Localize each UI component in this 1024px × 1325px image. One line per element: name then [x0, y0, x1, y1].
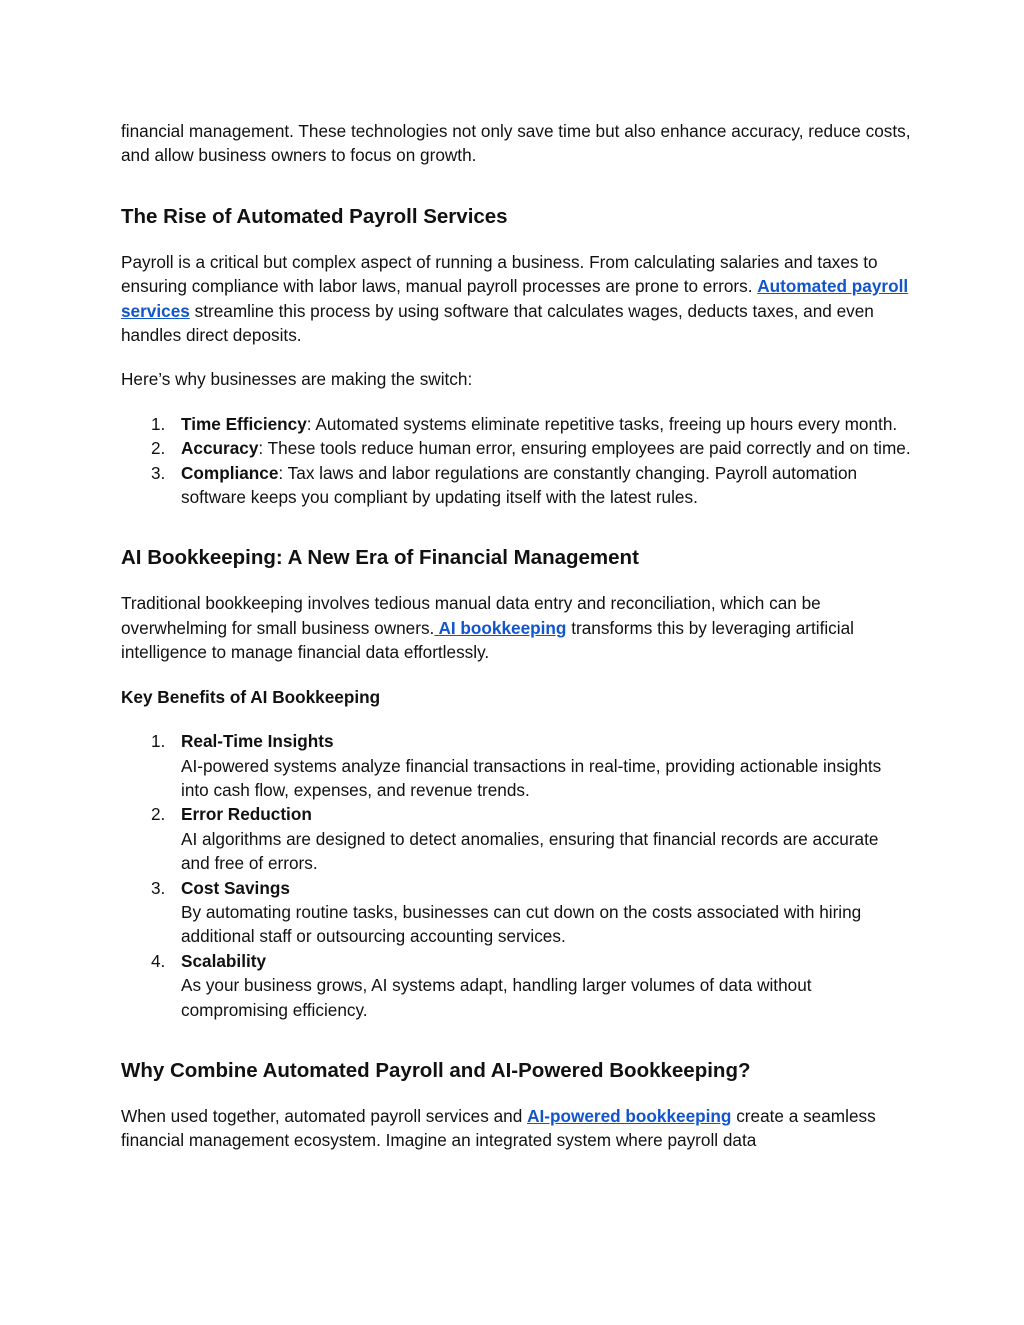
list-term: Real-Time Insights	[181, 731, 334, 752]
payroll-benefits-list	[121, 412, 911, 510]
bookkeeping-text-after: transforms this by leveraging artificial intelligence to manage financial data effortlessly.	[121, 617, 854, 663]
list-text: As your business grows, AI systems adapt, handling larger volumes of data without compromising efficiency.	[181, 975, 812, 1020]
combine-paragraph	[121, 1104, 911, 1153]
automated-payroll-link[interactable]: Automated payroll services	[121, 276, 909, 321]
bookkeeping-paragraph	[121, 591, 911, 664]
intro-paragraph: financial management. These technologies not only save time but also enhance accuracy, reduce costs, and allow business owners to focus on growth.	[121, 121, 911, 166]
list-text: By automating routine tasks, businesses can cut down on the costs associated with hiring additional staff or outsourcing accounting services.	[181, 901, 862, 947]
list-number: 4.	[151, 950, 166, 971]
list-number: 3.	[151, 462, 166, 483]
bookkeeping-text-before: Traditional bookkeeping involves tedious manual data entry and reconciliation, which can be overwhelming for small business owners.	[121, 593, 821, 638]
payroll-text-after: streamline this process by using software that calculates wages, deducts taxes, and even handles direct deposits.	[121, 300, 874, 346]
payroll-text-before: Payroll is a critical but complex aspect of running a business. From calculating salaries and taxes to ensuring compliance with labor laws, manual payroll processes are prone to errors.	[121, 251, 878, 297]
list-number: 1.	[151, 731, 166, 752]
list-term: Scalability	[181, 950, 267, 971]
subheading-key-benefits: Key Benefits of AI Bookkeeping	[121, 686, 381, 707]
section-heading-payroll: The Rise of Automated Payroll Services	[121, 204, 508, 228]
list-text: : Automated systems eliminate repetitive tasks, freeing up hours every month.	[306, 413, 898, 434]
ai-bookkeeping-link[interactable]: AI bookkeeping	[434, 617, 567, 638]
list-text: AI algorithms are designed to detect anomalies, ensuring that financial records are accurate and free of errors.	[181, 828, 879, 874]
ai-powered-bookkeeping-link[interactable]: AI-powered bookkeeping	[527, 1105, 732, 1126]
combine-text-after: create a seamless financial management ecosystem. Imagine an integrated system where payroll data	[121, 1105, 876, 1151]
section-heading-ai-bookkeeping: AI Bookkeeping: A New Era of Financial Management	[121, 546, 639, 570]
list-number: 3.	[151, 877, 166, 898]
list-number: 2.	[151, 804, 166, 825]
list-item	[121, 729, 911, 802]
ai-benefits-list	[121, 729, 911, 1022]
combine-text-before: When used together, automated payroll services and	[121, 1105, 528, 1126]
list-number: 2.	[151, 438, 166, 459]
list-item	[121, 802, 911, 875]
list-text: : These tools reduce human error, ensuring employees are paid correctly and on time.	[258, 438, 911, 459]
list-text: AI-powered systems analyze financial transactions in real-time, providing actionable insights into cash flow, expenses, and revenue trends.	[181, 755, 882, 800]
list-text: : Tax laws and labor regulations are constantly changing. Payroll automation software keeps you compliant by updating itself with the latest rules.	[181, 462, 858, 508]
list-item	[121, 949, 911, 1022]
list-item	[121, 461, 911, 510]
switch-paragraph: Here’s why businesses are making the switch:	[121, 369, 473, 390]
list-term: Accuracy	[181, 438, 259, 459]
list-term: Compliance	[181, 462, 279, 483]
list-term: Time Efficiency	[181, 413, 307, 434]
list-item	[121, 876, 911, 949]
list-number: 1.	[151, 413, 166, 434]
payroll-paragraph	[121, 250, 911, 348]
section-heading-combine: Why Combine Automated Payroll and AI-Powered Bookkeeping?	[121, 1058, 751, 1082]
document-body	[121, 119, 911, 1153]
list-term: Error Reduction	[181, 804, 312, 825]
list-item	[121, 436, 911, 460]
list-item	[121, 412, 911, 436]
list-term: Cost Savings	[181, 877, 290, 898]
